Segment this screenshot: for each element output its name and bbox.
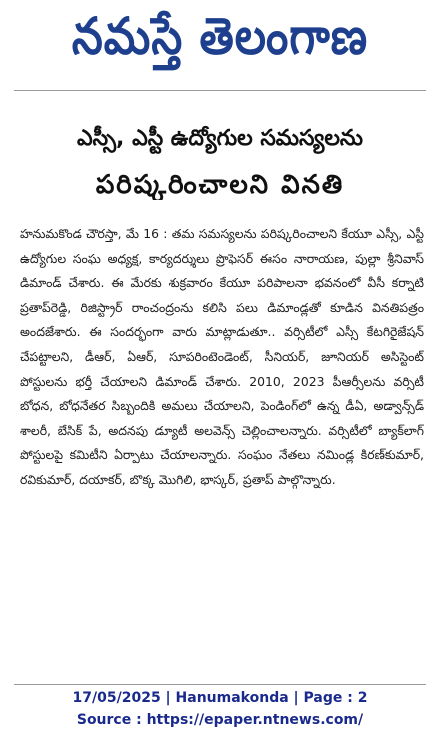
article-paragraph	[20, 222, 424, 493]
footer-meta: 17/05/2025 | Hanumakonda | Page : 2	[72, 690, 368, 706]
footer-divider	[14, 684, 426, 685]
masthead-title: నమస్తే తెలంగాణ	[71, 7, 369, 66]
footer-source: Source : https://epaper.ntnews.com/	[76, 712, 364, 728]
article-dateline: హనుమకొండ చౌరస్తా, మే 16 :	[20, 226, 172, 241]
headline-line-2: పరిష్కరించాలని వినతి	[95, 170, 345, 200]
headline-line-1: ఎస్సీ, ఎస్టీ ఉద్యోగుల సమస్యలను	[77, 126, 363, 151]
article-body-text: తమ సమస్యలను పరిష్కరించాలని కేయూ ఎస్సీ, ఎస్టీ ఉద్యోగుల సంఘ అధ్యక్ష, కార్యదర్శులు ప్రొఫెసర్ ఈసం నారాయణ, పుల్లా శ్రీనివాస్ డిమాండ్ చేశారు. ఈ మేరకు శుక్రవారం కేయూ పరిపాలనా భవనంలో వీసీ కర్నాటి ప్రతాప్‌రెడ్డి, రిజిస్ట్రార్ రాంచంద్రంను కలిసి పలు డిమాండ్లతో కూడిన వినతిపత్రం అందజేశారు. ఈ సందర్భంగా వారు మాట్లాడుతూ.. వర్సిటీలో ఎస్సీ కేటగిరైజేషన్ చేపట్టాలని, డీఆర్, ఏఆర్, సూపరింటెండెంట్, సీనియర్, జూనియర్ అసిస్టెంట్ పోస్టులను భర్తీ చేయాలని డిమాండ్ చేశారు. 2010, 2023 పీఆర్సీలను వర్సిటీ బోధన, బోధనేతర సిబ్బందికి అమలు చేయాలని, పెండింగ్‌లో ఉన్న డీఏ, అడ్వాన్స్‌డ్ శాలరీ, బేసిక్ పే, అదనపు డ్యూటీ అలవెన్స్ చెల్లించాలన్నారు. వర్సిటీలో బ్యాక్‌లాగ్ పోస్టులపై కమిటీని ఏర్పాటు చేయాలన్నారు. సంఘం నేతలు నమిండ్ల కిరణ్‌కుమార్, రవికుమార్, దయాకర్, బొక్క మొగిలి, భాస్కర్, ప్రతాప్ పాల్గొన్నారు.	[20, 226, 424, 487]
masthead-divider	[14, 90, 426, 91]
article-body	[20, 222, 424, 674]
newspaper-masthead	[14, 2, 426, 84]
